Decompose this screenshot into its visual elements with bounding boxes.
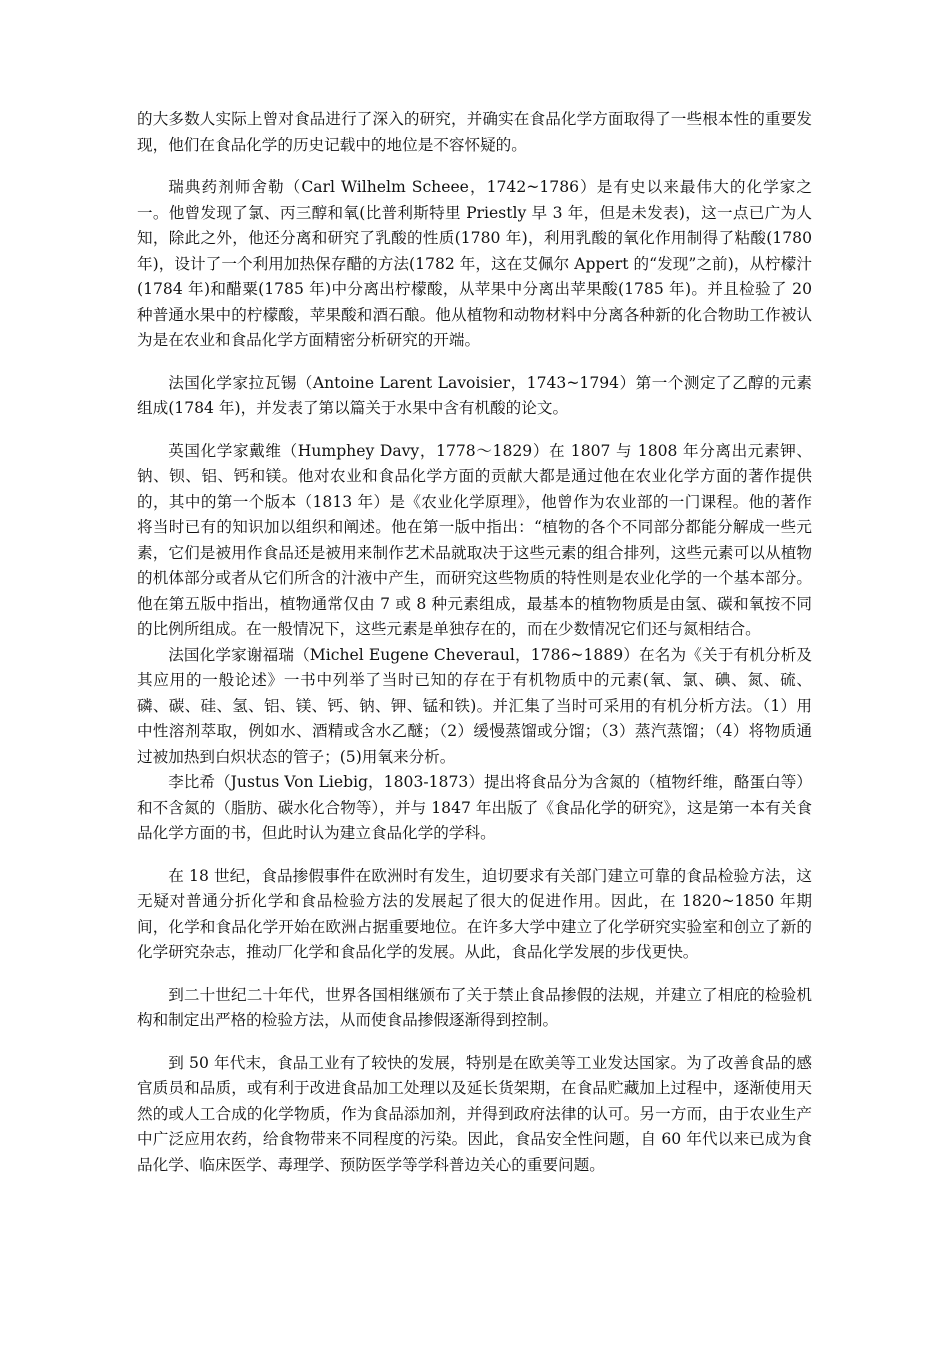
paragraph-lavoisier: 法国化学家拉瓦锡（Antoine Larent Lavoisier，1743~1794）第一个测定了乙醇的元素组成(1784 年)，并发表了第以篇关于水果中含有机酸的论文。: [137, 373, 812, 417]
document-body: [137, 107, 812, 1178]
paragraph-regulations-1920s: 到二十世纪二十年代，世界各国相继颁布了关于禁止食品掺假的法规，并建立了相庇的检验机构和制定出严格的检验方法，从而使食品掺假逐渐得到控制。: [137, 985, 812, 1029]
paragraph-food-industry-1950s: 到 50 年代末，食品工业有了较快的发展，特别是在欧美等工业发达国家。为了改善食品的感官质员和品质，或有利于改进食品加工处理以及延长货架期，在食品贮藏加上过程中，逐渐使用天然的或人工合成的化学物质，作为食品添加剂，并得到政府法律的认可。另一方而，由于农业生产中广泛应用农药，给食物带来不同程度的污染。因此，食品安全性问题，自 60 年代以来已成为食品化学、临床医学、毒理学、预防医学等学科普边关心的重要问题。: [137, 1053, 812, 1174]
paragraph-scheele: 瑞典药剂师舍勒（Carl Wilhelm Scheee，1742~1786）是有史以来最伟大的化学家之一。他曾发现了氯、丙三醇和氧(比普利斯特里 Priestly 早 3 年，但是未发表)，这一点已广为人知，除此之外，他还分离和研究了乳酸的性质(1780 年)，利用乳酸的氧化作用制得了粘酸(1780 年)，设计了一个利用加热保存醋的方法(1782 年，这在艾佩尔 Appert 的“发现”之前)，从柠檬汁(1784 年)和醋粟(1785 年)中分离出柠檬酸，从苹果中分离出苹果酸(1785 年)。并且检验了 20 种普通水果中的柠檬酸，苹果酸和酒石酿。他从植物和动物材料中分离各种新的化合物助工作被认为是在农业和食品化学方面精密分析研究的开端。: [137, 178, 812, 349]
paragraph-chevreul: 法国化学家谢福瑞（Michel Eugene Cheveraul，1786~1889）在名为《关于有机分析及其应用的一般论述》一书中列举了当时已知的存在于有机物质中的元素(氧、氯、碘、氮、硫、磷、碳、硅、氢、铝、镁、钙、钠、钾、锰和铁)。并汇集了当时可采用的有机分析方法。（1）用中性溶剂萃取，例如水、酒精或含水乙醚；（2）缓慢蒸馏或分馏；（3）蒸汽蒸馏；（4）将物质通过被加热到白炽状态的管子；(5)用氧来分析。: [137, 645, 812, 766]
paragraph-adulteration-18th: 在 18 世纪，食品掺假事件在欧洲时有发生，迫切要求有关部门建立可靠的食品检验方法，这无疑对普通分折化学和食品检验方法的发展起了很大的促进作用。因此，在 1820~1850 年期间，化学和食品化学开始在欧洲占据重要地位。在许多大学中建立了化学研究实验室和创立了新的化学研究杂志，推动厂化学和食品化学的发展。从此，食品化学发展的步伐更快。: [137, 866, 812, 961]
paragraph-continuation: 的大多数人实际上曾对食品进行了深入的研究，并确实在食品化学方面取得了一些根本性的重要发现，他们在食品化学的历史记载中的地位是不容怀疑的。: [137, 110, 812, 154]
paragraph-davy: 英国化学家戴维（Humphey Davy，1778～1829）在 1807 与 1808 年分离出元素钾、钠、钡、铝、钙和镁。他对农业和食品化学方面的贡献大都是通过他在农业化学方面的著作提供的，其中的第一个版本（1813 年）是《农业化学原理》，他曾作为农业部的一门课程。他的著作将当时已有的知识加以组织和阐述。他在第一版中指出：“植物的各个不同部分都能分解成一些元素，它们是被用作食品还是被用来制作艺术品就取决于这些元素的组合排列，这些元素可以从植物的机体部分或者从它们所含的汁液中产生，而研究这些物质的特性则是农业化学的一个基本部分。他在第五版中指出，植物通常仅由 7 或 8 种元素组成，最基本的植物物质是由氢、碳和氧按不同的比例所组成。在一般情况下，这些元素是单独存在的，而在少数情况它们还与氮相结合。: [137, 441, 812, 638]
paragraph-liebig: 李比希（Justus Von Liebig，1803-1873）提出将食品分为含氮的（植物纤维，酪蛋白等）和不含氮的（脂肪、碳水化合物等），并与 1847 年出版了《食品化学的研究》，这是第一本有关食品化学方面的书，但此时认为建立食品化学的学科。: [137, 773, 812, 842]
